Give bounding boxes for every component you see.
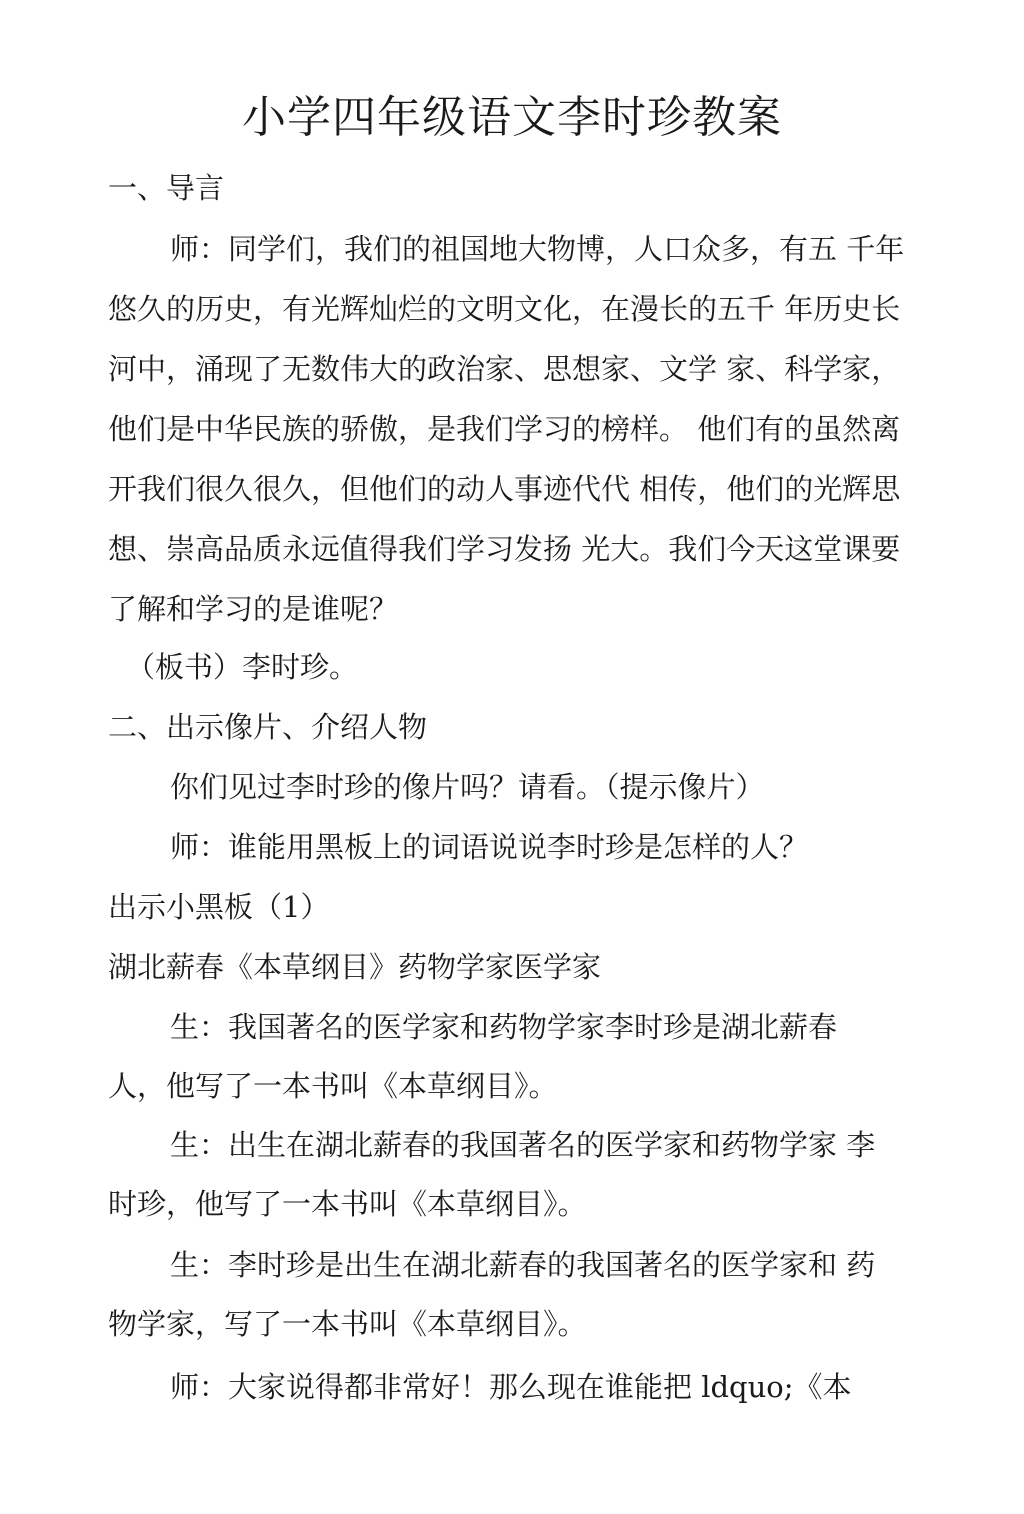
paragraph-line: 师：谁能用黑板上的词语说说李时珍是怎样的人？ — [170, 830, 809, 864]
paragraph-line: 师：大家说得都非常好！那么现在谁能把 ldquo;《本 — [170, 1370, 852, 1404]
section-heading-intro: 一、导言 — [108, 171, 225, 205]
paragraph-line: 生：出生在湖北薪春的我国著名的医学家和药物学家 李 — [170, 1128, 876, 1162]
paragraph-line: 了解和学习的是谁呢？ — [108, 592, 399, 626]
paragraph-line: 河中，涌现了无数伟大的政治家、思想家、文学 家、科学家， — [108, 352, 901, 386]
paragraph-line: 他们是中华民族的骄傲，是我们学习的榜样。 他们有的虽然离 — [108, 412, 901, 446]
paragraph-line: 人，他写了一本书叫《本草纲目》。 — [108, 1069, 558, 1103]
paragraph-line: 悠久的历史，有光辉灿烂的文明文化，在漫长的五千 年历史长 — [108, 292, 901, 326]
paragraph-line: 开我们很久很久，但他们的动人事迹代代 相传，他们的光辉思 — [108, 472, 901, 506]
document-title: 小学四年级语文李时珍教案 — [242, 92, 782, 143]
section-heading-portrait: 二、出示像片、介绍人物 — [108, 710, 428, 744]
blackboard-note: （板书）李时珍。 — [126, 650, 359, 684]
paragraph-line: 生：李时珍是出生在湖北薪春的我国著名的医学家和 药 — [170, 1248, 876, 1282]
paragraph-line: 出示小黑板（1） — [108, 890, 330, 924]
paragraph-line: 想、崇高品质永远值得我们学习发扬 光大。我们今天这堂课要 — [108, 532, 901, 566]
paragraph-line: 生：我国著名的医学家和药物学家李时珍是湖北薪春 — [170, 1010, 838, 1044]
paragraph-line: 物学家，写了一本书叫《本草纲目》。 — [108, 1307, 587, 1341]
paragraph-line: 湖北薪春《本草纲目》药物学家医学家 — [108, 950, 602, 984]
paragraph-line: 师：同学们，我们的祖国地大物博，人口众多，有五 千年 — [170, 232, 905, 266]
paragraph-line: 你们见过李时珍的像片吗？请看。（提示像片） — [170, 770, 765, 804]
paragraph-line: 时珍，他写了一本书叫《本草纲目》。 — [108, 1187, 587, 1221]
